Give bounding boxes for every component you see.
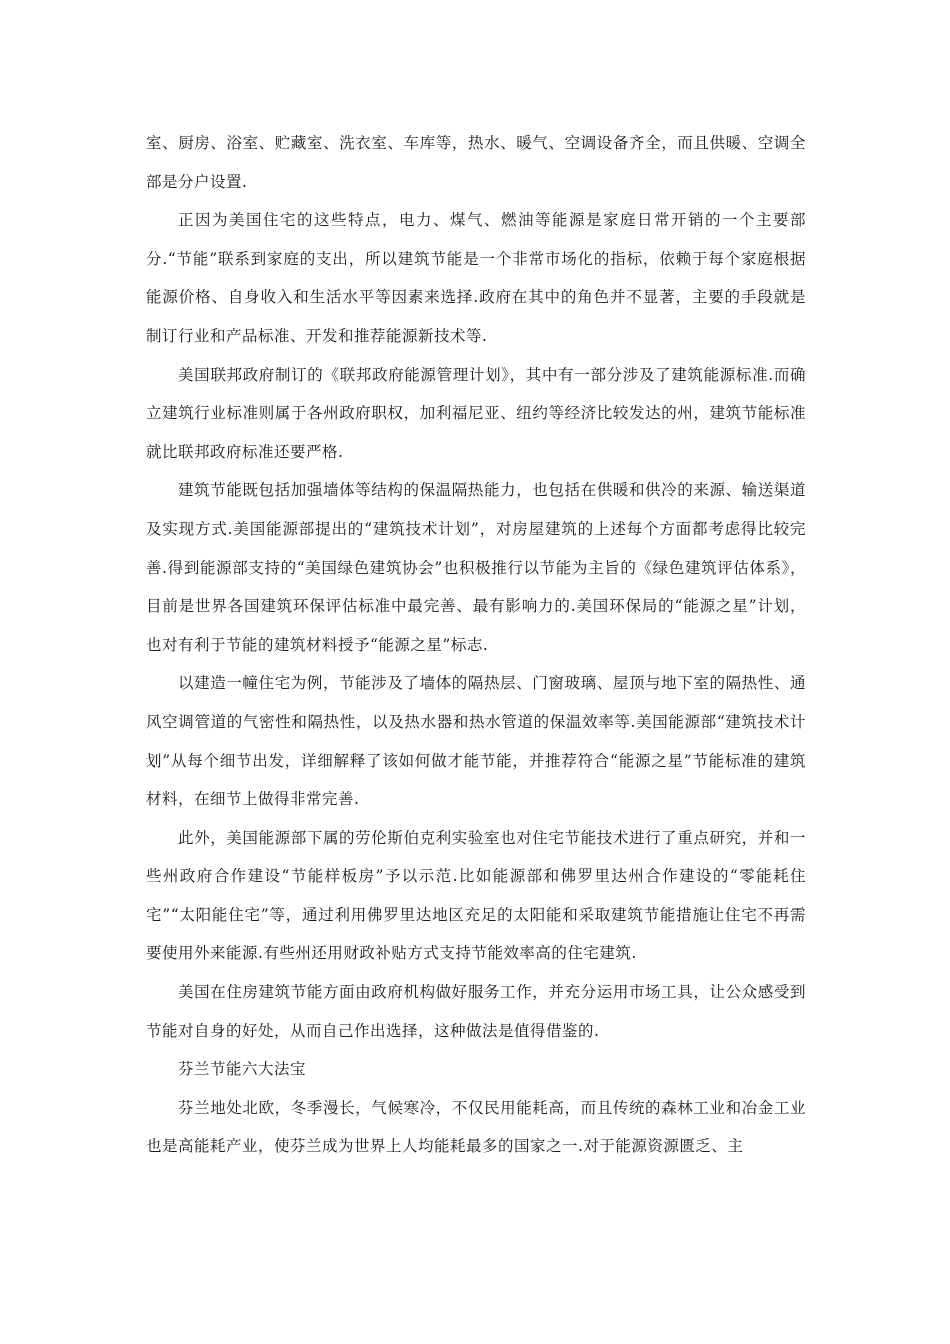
paragraph: 建筑节能既包括加强墙体等结构的保温隔热能力，也包括在供暖和供冷的来源、输送渠道及实现方式.美国能源部提出的“建筑技术计划”，对房屋建筑的上述每个方面都考虑得比较完善.得到能源部支持的“美国绿色建筑协会”也积极推行以节能为主旨的《绿色建筑评估体系》，目前是世界各国建筑环保评估标准中最完善、最有影响力的.美国环保局的“能源之星”计划，也对有利于节能的建筑材料授予“能源之星”标志.	[146, 481, 806, 654]
paragraph: 此外，美国能源部下属的劳伦斯伯克利实验室也对住宅节能技术进行了重点研究，并和一些州政府合作建设“节能样板房”予以示范.比如能源部和佛罗里达州合作建设的“零能耗住宅”“太阳能住宅”等，通过利用佛罗里达地区充足的太阳能和采取建筑节能措施让住宅不再需要使用外来能源.有些州还用财政补贴方式支持节能效率高的住宅建筑.	[146, 828, 806, 963]
document-body	[146, 124, 806, 1166]
paragraph: 室、厨房、浴室、贮藏室、洗衣室、车库等，热水、暖气、空调设备齐全，而且供暖、空调全部是分户设置.	[146, 134, 806, 191]
section-heading: 芬兰节能六大法宝	[178, 1060, 307, 1079]
paragraph: 芬兰地处北欧，冬季漫长，气候寒冷，不仅民用能耗高，而且传统的森林工业和冶金工业也是高能耗产业，使芬兰成为世界上人均能耗最多的国家之一.对于能源资源匮乏、主	[146, 1098, 806, 1156]
paragraph: 正因为美国住宅的这些特点，电力、煤气、燃油等能源是家庭日常开销的一个主要部分.“节能”联系到家庭的支出，所以建筑节能是一个非常市场化的指标，依赖于每个家庭根据能源价格、自身收入和生活水平等因素来选择.政府在其中的角色并不显著，主要的手段就是制订行业和产品标准、开发和推荐能源新技术等.	[146, 211, 806, 345]
paragraph: 美国联邦政府制订的《联邦政府能源管理计划》，其中有一部分涉及了建筑能源标准.而确立建筑行业标准则属于各州政府职权，加利福尼亚、纽约等经济比较发达的州，建筑节能标准就比联邦政府标准还要严格.	[146, 365, 806, 461]
paragraph: 以建造一幢住宅为例，节能涉及了墙体的隔热层、门窗玻璃、屋顶与地下室的隔热性、通风空调管道的气密性和隔热性，以及热水器和热水管道的保温效率等.美国能源部“建筑技术计划”从每个细节出发，详细解释了该如何做才能节能，并推荐符合“能源之星”节能标准的建筑材料，在细节上做得非常完善.	[146, 674, 806, 809]
paragraph: 美国在住房建筑节能方面由政府机构做好服务工作，并充分运用市场工具，让公众感受到节能对自身的好处，从而自己作出选择，这种做法是值得借鉴的.	[146, 983, 806, 1040]
